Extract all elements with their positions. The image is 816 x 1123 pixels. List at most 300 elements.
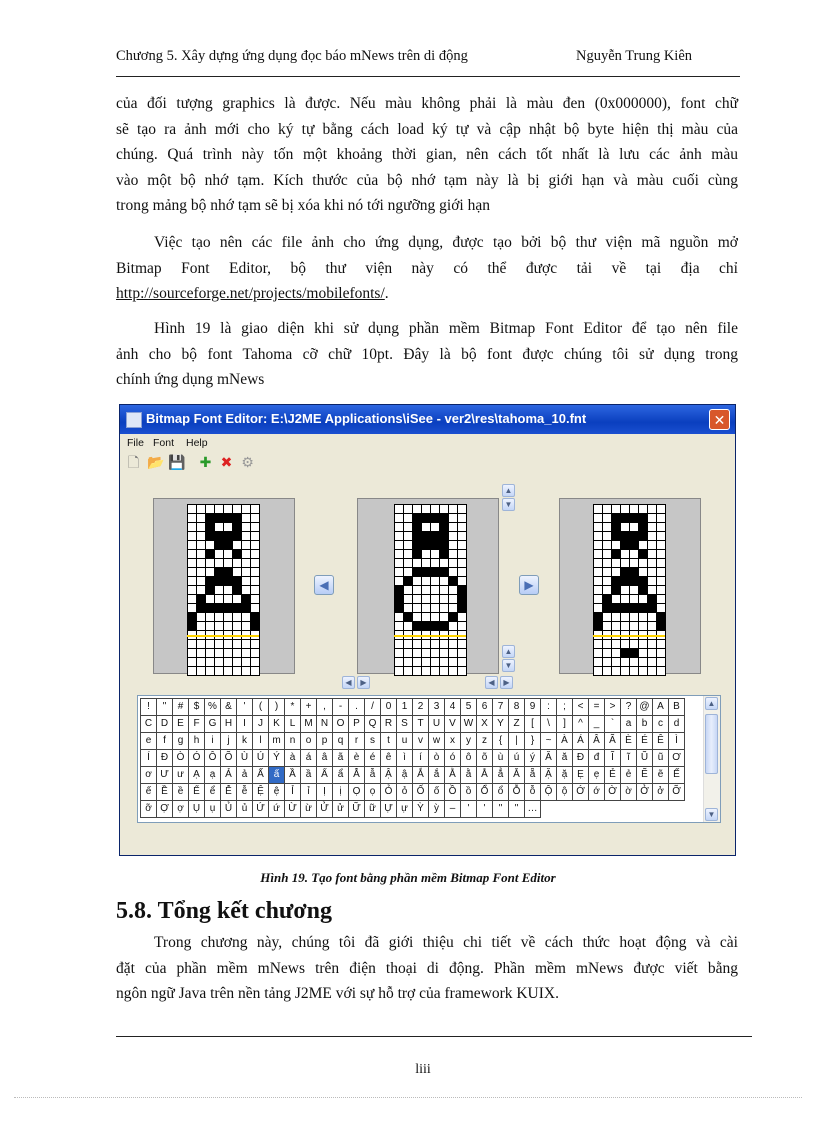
char-cell[interactable]: Ớ [572, 783, 589, 801]
glyph-pixel[interactable] [215, 613, 223, 621]
glyph-pixel[interactable] [215, 658, 223, 666]
glyph-pixel[interactable] [657, 604, 665, 612]
char-cell[interactable]: , [316, 698, 333, 716]
glyph-pixel[interactable] [440, 667, 448, 675]
glyph-pixel[interactable] [197, 523, 205, 531]
next-char-button[interactable]: ▶ [519, 575, 539, 595]
glyph-pixel[interactable] [449, 550, 457, 558]
glyph-pixel[interactable] [404, 604, 412, 612]
glyph-pixel[interactable] [603, 640, 611, 648]
glyph-pixel[interactable] [242, 541, 250, 549]
char-cell[interactable]: À [556, 732, 573, 750]
glyph-pixel[interactable] [395, 532, 403, 540]
glyph-pixel[interactable] [197, 595, 205, 603]
glyph-pixel[interactable] [603, 559, 611, 567]
glyph-pixel[interactable] [449, 649, 457, 657]
char-cell[interactable]: ( [252, 698, 269, 716]
char-cell[interactable]: - [332, 698, 349, 716]
glyph-pixel[interactable] [621, 649, 629, 657]
glyph-pixel[interactable] [413, 532, 421, 540]
glyph-pixel[interactable] [630, 577, 638, 585]
glyph-pixel[interactable] [422, 622, 430, 630]
glyph-pixel[interactable] [431, 514, 439, 522]
glyph-pixel[interactable] [657, 622, 665, 630]
glyph-pixel[interactable] [630, 523, 638, 531]
glyph-pixel[interactable] [251, 658, 259, 666]
glyph-pixel[interactable] [242, 604, 250, 612]
glyph-pixel[interactable] [206, 613, 214, 621]
char-cell[interactable]: ă [556, 749, 573, 767]
glyph-pixel[interactable] [431, 586, 439, 594]
glyph-pixel[interactable] [603, 550, 611, 558]
glyph-pixel[interactable] [242, 586, 250, 594]
glyph-pixel[interactable] [233, 559, 241, 567]
glyph-pixel[interactable] [215, 514, 223, 522]
glyph-pixel[interactable] [413, 595, 421, 603]
glyph-pixel[interactable] [188, 559, 196, 567]
char-cell[interactable]: È [620, 732, 637, 750]
char-cell[interactable]: " [508, 800, 525, 818]
glyph-pixel[interactable] [440, 649, 448, 657]
glyph-pixel[interactable] [242, 622, 250, 630]
char-cell[interactable]: Ĩ [604, 749, 621, 767]
char-cell[interactable]: Ỳ [412, 800, 429, 818]
glyph-pixel[interactable] [431, 640, 439, 648]
glyph-pixel[interactable] [594, 586, 602, 594]
glyph-grid-next[interactable] [593, 504, 666, 676]
glyph-pixel[interactable] [639, 658, 647, 666]
char-cell[interactable]: Ẩ [316, 766, 333, 784]
char-cell[interactable]: = [588, 698, 605, 716]
glyph-pixel[interactable] [224, 577, 232, 585]
char-cell[interactable]: ì [396, 749, 413, 767]
glyph-pixel[interactable] [242, 658, 250, 666]
scroll-down-icon[interactable]: ▼ [705, 808, 718, 821]
char-cell[interactable]: Á [572, 732, 589, 750]
glyph-pixel[interactable] [612, 667, 620, 675]
glyph-pixel[interactable] [215, 640, 223, 648]
glyph-pixel[interactable] [458, 604, 466, 612]
char-cell[interactable]: m [268, 732, 285, 750]
glyph-pixel[interactable] [603, 532, 611, 540]
glyph-pixel[interactable] [639, 532, 647, 540]
glyph-pixel[interactable] [242, 577, 250, 585]
glyph-pixel[interactable] [395, 559, 403, 567]
char-cell[interactable]: ợ [172, 800, 189, 818]
char-cell[interactable]: T [412, 715, 429, 733]
char-cell[interactable]: . [348, 698, 365, 716]
glyph-pixel[interactable] [422, 523, 430, 531]
glyph-pixel[interactable] [251, 613, 259, 621]
glyph-pixel[interactable] [449, 577, 457, 585]
char-cell[interactable]: u [396, 732, 413, 750]
glyph-pixel[interactable] [449, 532, 457, 540]
glyph-pixel[interactable] [404, 532, 412, 540]
glyph-pixel[interactable] [422, 550, 430, 558]
glyph-pixel[interactable] [603, 568, 611, 576]
glyph-pixel[interactable] [621, 541, 629, 549]
glyph-pixel[interactable] [413, 622, 421, 630]
char-cell[interactable]: ^ [572, 715, 589, 733]
glyph-pixel[interactable] [621, 640, 629, 648]
glyph-grid-previous[interactable] [187, 504, 260, 676]
glyph-pixel[interactable] [458, 595, 466, 603]
glyph-pixel[interactable] [449, 541, 457, 549]
char-cell[interactable]: Ẵ [508, 766, 525, 784]
glyph-pixel[interactable] [242, 640, 250, 648]
char-cell[interactable]: Ú [252, 749, 269, 767]
char-cell[interactable]: Ữ [348, 800, 365, 818]
glyph-pixel[interactable] [404, 667, 412, 675]
char-cell[interactable]: i [204, 732, 221, 750]
glyph-pixel[interactable] [458, 658, 466, 666]
char-cell[interactable]: 9 [524, 698, 541, 716]
char-cell[interactable]: è [348, 749, 365, 767]
char-cell[interactable]: b [636, 715, 653, 733]
char-cell[interactable]: d [668, 715, 685, 733]
glyph-pixel[interactable] [621, 532, 629, 540]
char-cell[interactable]: á [300, 749, 317, 767]
glyph-pixel[interactable] [594, 640, 602, 648]
glyph-pixel[interactable] [233, 586, 241, 594]
char-cell[interactable]: Â [588, 732, 605, 750]
glyph-pixel[interactable] [395, 523, 403, 531]
glyph-pixel[interactable] [612, 514, 620, 522]
glyph-pixel[interactable] [648, 541, 656, 549]
glyph-pixel[interactable] [404, 586, 412, 594]
glyph-pixel[interactable] [440, 595, 448, 603]
char-cell[interactable]: ồ [460, 783, 477, 801]
char-cell[interactable]: " [156, 698, 173, 716]
char-cell[interactable]: ê [380, 749, 397, 767]
glyph-pixel[interactable] [657, 667, 665, 675]
glyph-pixel[interactable] [206, 523, 214, 531]
glyph-pixel[interactable] [233, 613, 241, 621]
glyph-pixel[interactable] [621, 667, 629, 675]
glyph-pixel[interactable] [431, 595, 439, 603]
glyph-pixel[interactable] [224, 550, 232, 558]
char-cell[interactable]: ừ [300, 800, 317, 818]
char-cell[interactable]: É [636, 732, 653, 750]
glyph-pixel[interactable] [188, 667, 196, 675]
scroll-right-icon[interactable]: ▶ [500, 676, 513, 689]
glyph-pixel[interactable] [197, 514, 205, 522]
glyph-pixel[interactable] [621, 568, 629, 576]
glyph-pixel[interactable] [639, 550, 647, 558]
glyph-pixel[interactable] [639, 559, 647, 567]
glyph-pixel[interactable] [630, 649, 638, 657]
glyph-pixel[interactable] [251, 622, 259, 630]
char-cell[interactable]: 8 [508, 698, 525, 716]
char-cell[interactable]: Ừ [284, 800, 301, 818]
glyph-pixel[interactable] [648, 640, 656, 648]
glyph-pixel[interactable] [188, 649, 196, 657]
char-cell[interactable]: [ [524, 715, 541, 733]
glyph-pixel[interactable] [197, 667, 205, 675]
glyph-pixel[interactable] [197, 649, 205, 657]
char-cell[interactable]: ã [332, 749, 349, 767]
char-cell[interactable]: Ỉ [284, 783, 301, 801]
glyph-pixel[interactable] [197, 604, 205, 612]
glyph-pixel[interactable] [648, 613, 656, 621]
char-cell[interactable]: e [140, 732, 157, 750]
glyph-pixel[interactable] [603, 613, 611, 621]
char-cell[interactable]: # [172, 698, 189, 716]
glyph-pixel[interactable] [648, 523, 656, 531]
char-cell[interactable]: V [444, 715, 461, 733]
char-cell[interactable]: ơ [140, 766, 157, 784]
glyph-pixel[interactable] [657, 541, 665, 549]
glyph-pixel[interactable] [603, 604, 611, 612]
glyph-pixel[interactable] [612, 559, 620, 567]
glyph-pixel[interactable] [657, 532, 665, 540]
glyph-pixel[interactable] [603, 577, 611, 585]
glyph-pixel[interactable] [251, 604, 259, 612]
char-cell[interactable]: ư [172, 766, 189, 784]
glyph-pixel[interactable] [224, 640, 232, 648]
glyph-pixel[interactable] [395, 640, 403, 648]
glyph-pixel[interactable] [594, 595, 602, 603]
char-cell[interactable]: ớ [588, 783, 605, 801]
char-cell[interactable]: l [252, 732, 269, 750]
glyph-pixel[interactable] [630, 658, 638, 666]
glyph-pixel[interactable] [594, 514, 602, 522]
glyph-pixel[interactable] [449, 604, 457, 612]
glyph-pixel[interactable] [242, 568, 250, 576]
glyph-pixel[interactable] [404, 568, 412, 576]
glyph-pixel[interactable] [422, 604, 430, 612]
char-cell[interactable]: v [412, 732, 429, 750]
char-cell[interactable]: ẩ [332, 766, 349, 784]
glyph-pixel[interactable] [431, 613, 439, 621]
new-file-icon[interactable]: 🗋 [127, 454, 140, 470]
char-cell[interactable]: 4 [444, 698, 461, 716]
char-cell[interactable]: ẳ [492, 766, 509, 784]
char-cell[interactable]: O [332, 715, 349, 733]
glyph-pixel[interactable] [206, 622, 214, 630]
glyph-pixel[interactable] [215, 577, 223, 585]
char-cell[interactable]: 1 [396, 698, 413, 716]
glyph-pixel[interactable] [612, 541, 620, 549]
glyph-pixel[interactable] [458, 586, 466, 594]
glyph-pixel[interactable] [224, 559, 232, 567]
char-cell[interactable]: s [364, 732, 381, 750]
glyph-pixel[interactable] [630, 568, 638, 576]
char-cell[interactable]: Ể [188, 783, 205, 801]
char-cell[interactable]: ở [652, 783, 669, 801]
char-cell[interactable]: Õ [220, 749, 237, 767]
glyph-pixel[interactable] [449, 586, 457, 594]
glyph-pixel[interactable] [657, 523, 665, 531]
glyph-pixel[interactable] [395, 577, 403, 585]
glyph-pixel[interactable] [206, 595, 214, 603]
menu-font[interactable]: Font [153, 437, 175, 449]
glyph-pixel[interactable] [594, 622, 602, 630]
glyph-pixel[interactable] [639, 640, 647, 648]
char-cell[interactable]: ' [236, 698, 253, 716]
glyph-pixel[interactable] [422, 559, 430, 567]
char-cell[interactable]: < [572, 698, 589, 716]
glyph-pixel[interactable] [233, 532, 241, 540]
glyph-pixel[interactable] [458, 649, 466, 657]
glyph-pixel[interactable] [449, 640, 457, 648]
char-cell[interactable]: ử [332, 800, 349, 818]
char-cell[interactable]: Ắ [412, 766, 429, 784]
char-cell[interactable]: Ỗ [508, 783, 525, 801]
char-cell[interactable]: 7 [492, 698, 509, 716]
char-cell[interactable]: G [204, 715, 221, 733]
char-cell[interactable]: Ă [540, 749, 557, 767]
previous-char-button[interactable]: ◀ [314, 575, 334, 595]
char-cell[interactable]: í [412, 749, 429, 767]
glyph-pixel[interactable] [648, 559, 656, 567]
char-cell[interactable]: w [428, 732, 445, 750]
glyph-pixel[interactable] [648, 667, 656, 675]
char-cell[interactable]: @ [636, 698, 653, 716]
char-cell[interactable]: Ẽ [636, 766, 653, 784]
char-cell[interactable]: Ô [204, 749, 221, 767]
char-cell[interactable]: ậ [396, 766, 413, 784]
glyph-pixel[interactable] [197, 505, 205, 513]
glyph-pixel[interactable] [449, 523, 457, 531]
char-cell[interactable]: Ở [636, 783, 653, 801]
char-cell[interactable]: R [380, 715, 397, 733]
char-cell[interactable]: à [284, 749, 301, 767]
glyph-pixel[interactable] [224, 613, 232, 621]
char-cell[interactable]: ạ [204, 766, 221, 784]
glyph-pixel[interactable] [630, 505, 638, 513]
scroll-left-icon[interactable]: ◀ [485, 676, 498, 689]
char-cell[interactable]: ẻ [620, 766, 637, 784]
char-cell[interactable]: ố [428, 783, 445, 801]
char-cell[interactable]: Ơ [668, 749, 685, 767]
glyph-pixel[interactable] [657, 577, 665, 585]
glyph-pixel[interactable] [630, 604, 638, 612]
glyph-pixel[interactable] [215, 559, 223, 567]
glyph-pixel[interactable] [251, 550, 259, 558]
glyph-pixel[interactable] [188, 568, 196, 576]
glyph-pixel[interactable] [395, 568, 403, 576]
glyph-pixel[interactable] [224, 658, 232, 666]
glyph-pixel[interactable] [242, 649, 250, 657]
glyph-pixel[interactable] [639, 622, 647, 630]
char-cell[interactable]: Ộ [540, 783, 557, 801]
char-cell[interactable]: ắ [428, 766, 445, 784]
glyph-pixel[interactable] [197, 550, 205, 558]
glyph-pixel[interactable] [413, 541, 421, 549]
glyph-pixel[interactable] [404, 613, 412, 621]
glyph-pixel[interactable] [242, 505, 250, 513]
glyph-pixel[interactable] [251, 514, 259, 522]
char-cell[interactable]: N [316, 715, 333, 733]
char-cell[interactable]: Đ [156, 749, 173, 767]
char-cell[interactable]: $ [188, 698, 205, 716]
glyph-pixel[interactable] [612, 613, 620, 621]
char-cell[interactable]: Ồ [444, 783, 461, 801]
glyph-pixel[interactable] [639, 523, 647, 531]
glyph-pixel[interactable] [440, 586, 448, 594]
char-cell[interactable]: ễ [236, 783, 253, 801]
glyph-pixel[interactable] [449, 568, 457, 576]
char-cell[interactable]: Ũ [636, 749, 653, 767]
char-cell[interactable]: Z [508, 715, 525, 733]
glyph-pixel[interactable] [395, 622, 403, 630]
glyph-pixel[interactable] [657, 595, 665, 603]
glyph-pixel[interactable] [233, 658, 241, 666]
glyph-pixel[interactable] [422, 640, 430, 648]
glyph-pixel[interactable] [648, 577, 656, 585]
glyph-pixel[interactable] [630, 514, 638, 522]
glyph-pixel[interactable] [431, 658, 439, 666]
glyph-pixel[interactable] [404, 559, 412, 567]
glyph-pixel[interactable] [404, 640, 412, 648]
glyph-pixel[interactable] [395, 604, 403, 612]
glyph-pixel[interactable] [215, 622, 223, 630]
glyph-pixel[interactable] [612, 532, 620, 540]
char-cell[interactable]: K [268, 715, 285, 733]
glyph-pixel[interactable] [431, 604, 439, 612]
glyph-pixel[interactable] [458, 523, 466, 531]
char-cell[interactable]: 0 [380, 698, 397, 716]
char-cell[interactable]: & [220, 698, 237, 716]
glyph-pixel[interactable] [621, 613, 629, 621]
glyph-pixel[interactable] [603, 595, 611, 603]
char-cell[interactable]: ? [620, 698, 637, 716]
char-cell[interactable]: ự [396, 800, 413, 818]
char-cell[interactable]: a [620, 715, 637, 733]
glyph-pixel[interactable] [413, 658, 421, 666]
char-cell[interactable]: _ [588, 715, 605, 733]
glyph-pixel[interactable] [603, 514, 611, 522]
char-cell[interactable]: Ứ [252, 800, 269, 818]
glyph-pixel[interactable] [224, 514, 232, 522]
glyph-pixel[interactable] [440, 604, 448, 612]
char-cell[interactable]: ! [140, 698, 157, 716]
glyph-pixel[interactable] [630, 613, 638, 621]
glyph-pixel[interactable] [251, 568, 259, 576]
glyph-pixel[interactable] [639, 568, 647, 576]
char-cell[interactable]: Í [140, 749, 157, 767]
char-cell[interactable]: Ấ [252, 766, 269, 784]
glyph-pixel[interactable] [188, 523, 196, 531]
char-cell[interactable]: ; [556, 698, 573, 716]
glyph-pixel[interactable] [639, 505, 647, 513]
char-cell[interactable]: M [300, 715, 317, 733]
source-url-link[interactable]: http://sourceforge.net/projects/mobilefonts/ [116, 285, 385, 302]
char-cell[interactable]: 3 [428, 698, 445, 716]
glyph-pixel[interactable] [404, 577, 412, 585]
glyph-pixel[interactable] [594, 523, 602, 531]
glyph-pixel[interactable] [242, 613, 250, 621]
glyph-pixel[interactable] [404, 595, 412, 603]
glyph-pixel[interactable] [251, 541, 259, 549]
glyph-pixel[interactable] [458, 622, 466, 630]
scroll-down-icon[interactable]: ▼ [502, 659, 515, 672]
char-cell[interactable]: y [460, 732, 477, 750]
glyph-pixel[interactable] [639, 595, 647, 603]
glyph-pixel[interactable] [630, 595, 638, 603]
glyph-pixel[interactable] [395, 658, 403, 666]
char-cell[interactable]: ) [268, 698, 285, 716]
glyph-pixel[interactable] [206, 640, 214, 648]
glyph-pixel[interactable] [630, 559, 638, 567]
char-cell[interactable]: W [460, 715, 477, 733]
glyph-pixel[interactable] [458, 640, 466, 648]
char-cell[interactable]: Ề [156, 783, 173, 801]
char-cell[interactable]: ẵ [524, 766, 541, 784]
glyph-pixel[interactable] [449, 667, 457, 675]
char-cell[interactable]: Ẳ [476, 766, 493, 784]
